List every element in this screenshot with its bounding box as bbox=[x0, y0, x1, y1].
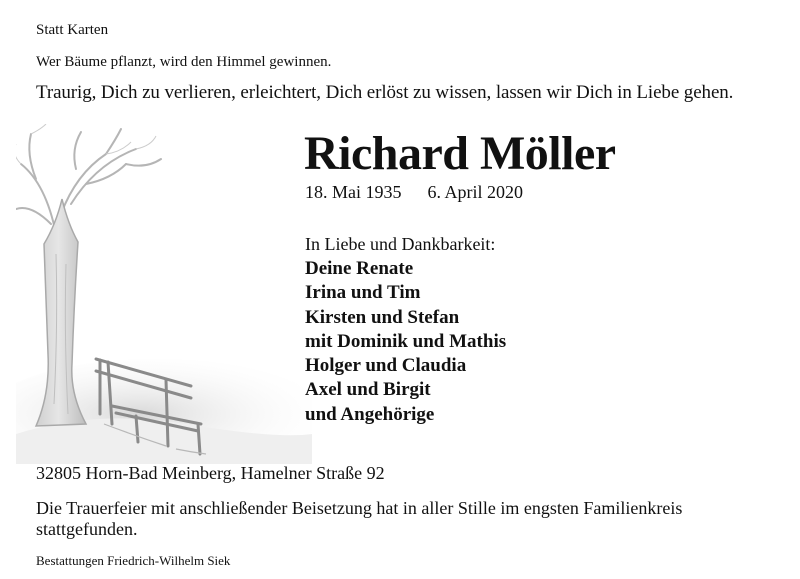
mourner-entry: Holger und Claudia bbox=[305, 355, 467, 377]
deceased-name: Richard Möller bbox=[304, 127, 616, 180]
motto-quote: Wer Bäume pflanzt, wird den Himmel gewinnen. bbox=[36, 54, 332, 70]
intro-text: Traurig, Dich zu verlieren, erleichtert, Dich erlöst zu wissen, lassen wir Dich in Liebe gehen. bbox=[36, 82, 734, 103]
life-dates bbox=[305, 182, 523, 203]
tree-bench-illustration bbox=[16, 124, 312, 464]
mourner-entry: Irina und Tim bbox=[305, 282, 421, 304]
birth-date: 18. Mai 1935 bbox=[305, 182, 402, 202]
mourners-list bbox=[305, 257, 506, 427]
obituary-notice bbox=[8, 4, 790, 572]
mourner-entry: Deine Renate bbox=[305, 258, 414, 279]
funeral-service-note: Die Trauerfeier mit anschließender Beisetzung hat in aller Stille im engsten Familienkreis stattgefunden. bbox=[36, 498, 683, 539]
mourner-entry: und Angehörige bbox=[305, 403, 435, 425]
mourner-entry: Kirsten und Stefan bbox=[305, 306, 460, 328]
family-address: 32805 Horn-Bad Meinberg, Hamelner Straße 92 bbox=[36, 463, 385, 483]
undertaker-credit: Bestattungen Friedrich-Wilhelm Siek bbox=[36, 553, 231, 568]
mourner-entry: mit Dominik und Mathis bbox=[305, 330, 507, 352]
thanks-line: In Liebe und Dankbarkeit: bbox=[305, 234, 496, 254]
mourner-entry: Axel und Birgit bbox=[305, 379, 431, 401]
death-date: 6. April 2020 bbox=[427, 182, 524, 202]
notice-header: Statt Karten bbox=[36, 22, 109, 38]
